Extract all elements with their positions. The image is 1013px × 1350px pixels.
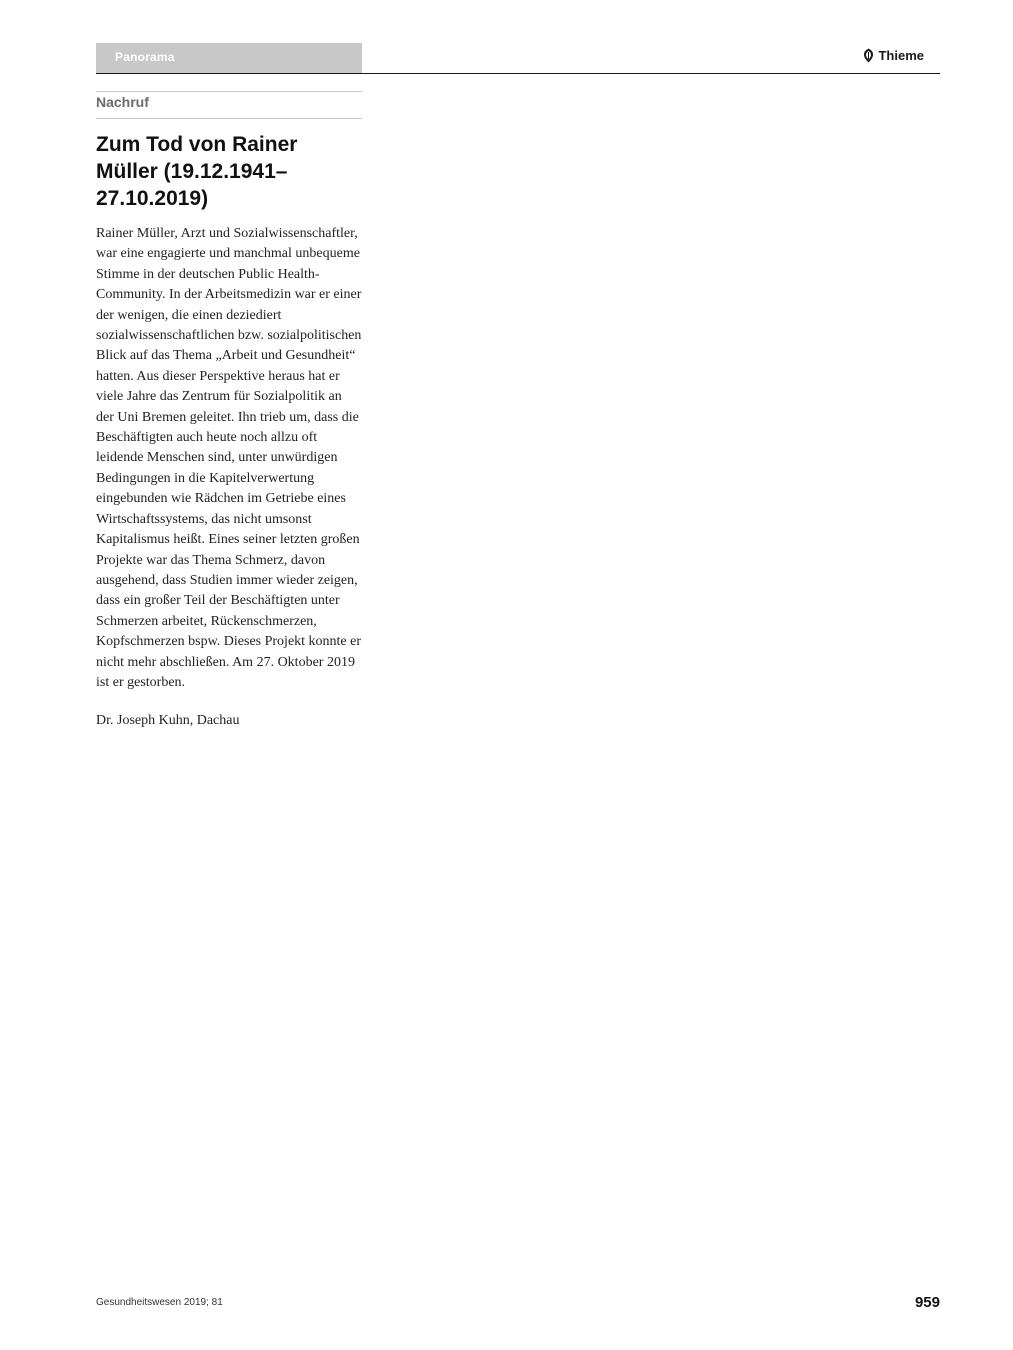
article-rubric: Nachruf bbox=[96, 94, 149, 110]
article-body: Rainer Müller, Arzt und Sozialwissenschaftler, war eine engagierte und manchmal unbequeme Stimme in der deutschen Public Health-Community. In der Arbeitsmedizin war er einer der wenigen, die einen deziediert sozialwissenschaftlichen bzw. sozialpolitischen Blick auf das Thema „Arbeit und Gesundheit“ hatten. Aus dieser Perspektive heraus hat er viele Jahre das Zentrum für Sozialpolitik an der Uni Bremen geleitet. Ihn trieb um, dass die Beschäftigten auch heute noch allzu oft leidende Menschen sind, unter unwürdigen Bedingungen in die Kapitelverwertung eingebunden wie Rädchen im Getriebe eines Wirtschaftssystems, das nicht umsonst Kapitalismus heißt. Eines seiner letzten großen Projekte war das Thema Schmerz, davon ausgehend, dass Studien immer wieder zeigen, dass ein großer Teil der Beschäftigten unter Schmerzen arbeitet, Rückenschmerzen, Kopfschmerzen bspw. Dieses Projekt konnte er nicht mehr abschließen. Am 27. Oktober 2019 ist er gestorben. bbox=[96, 226, 362, 690]
article-author: Dr. Joseph Kuhn, Dachau bbox=[96, 713, 240, 728]
section-label: Panorama bbox=[115, 50, 175, 64]
rubric-divider-bottom bbox=[96, 118, 362, 119]
publisher-name: Thieme bbox=[878, 48, 924, 63]
journal-reference: Gesundheitswesen 2019; 81 bbox=[96, 1297, 223, 1308]
header-divider bbox=[96, 73, 940, 74]
article-title: Zum Tod von Rainer Müller (19.12.1941–27.10.2019) bbox=[96, 133, 298, 210]
thieme-logo-icon bbox=[863, 48, 874, 63]
section-header-bar bbox=[96, 43, 362, 73]
rubric-divider-top bbox=[96, 91, 362, 92]
page-number: 959 bbox=[914, 1294, 940, 1311]
publisher-brand bbox=[863, 48, 924, 63]
